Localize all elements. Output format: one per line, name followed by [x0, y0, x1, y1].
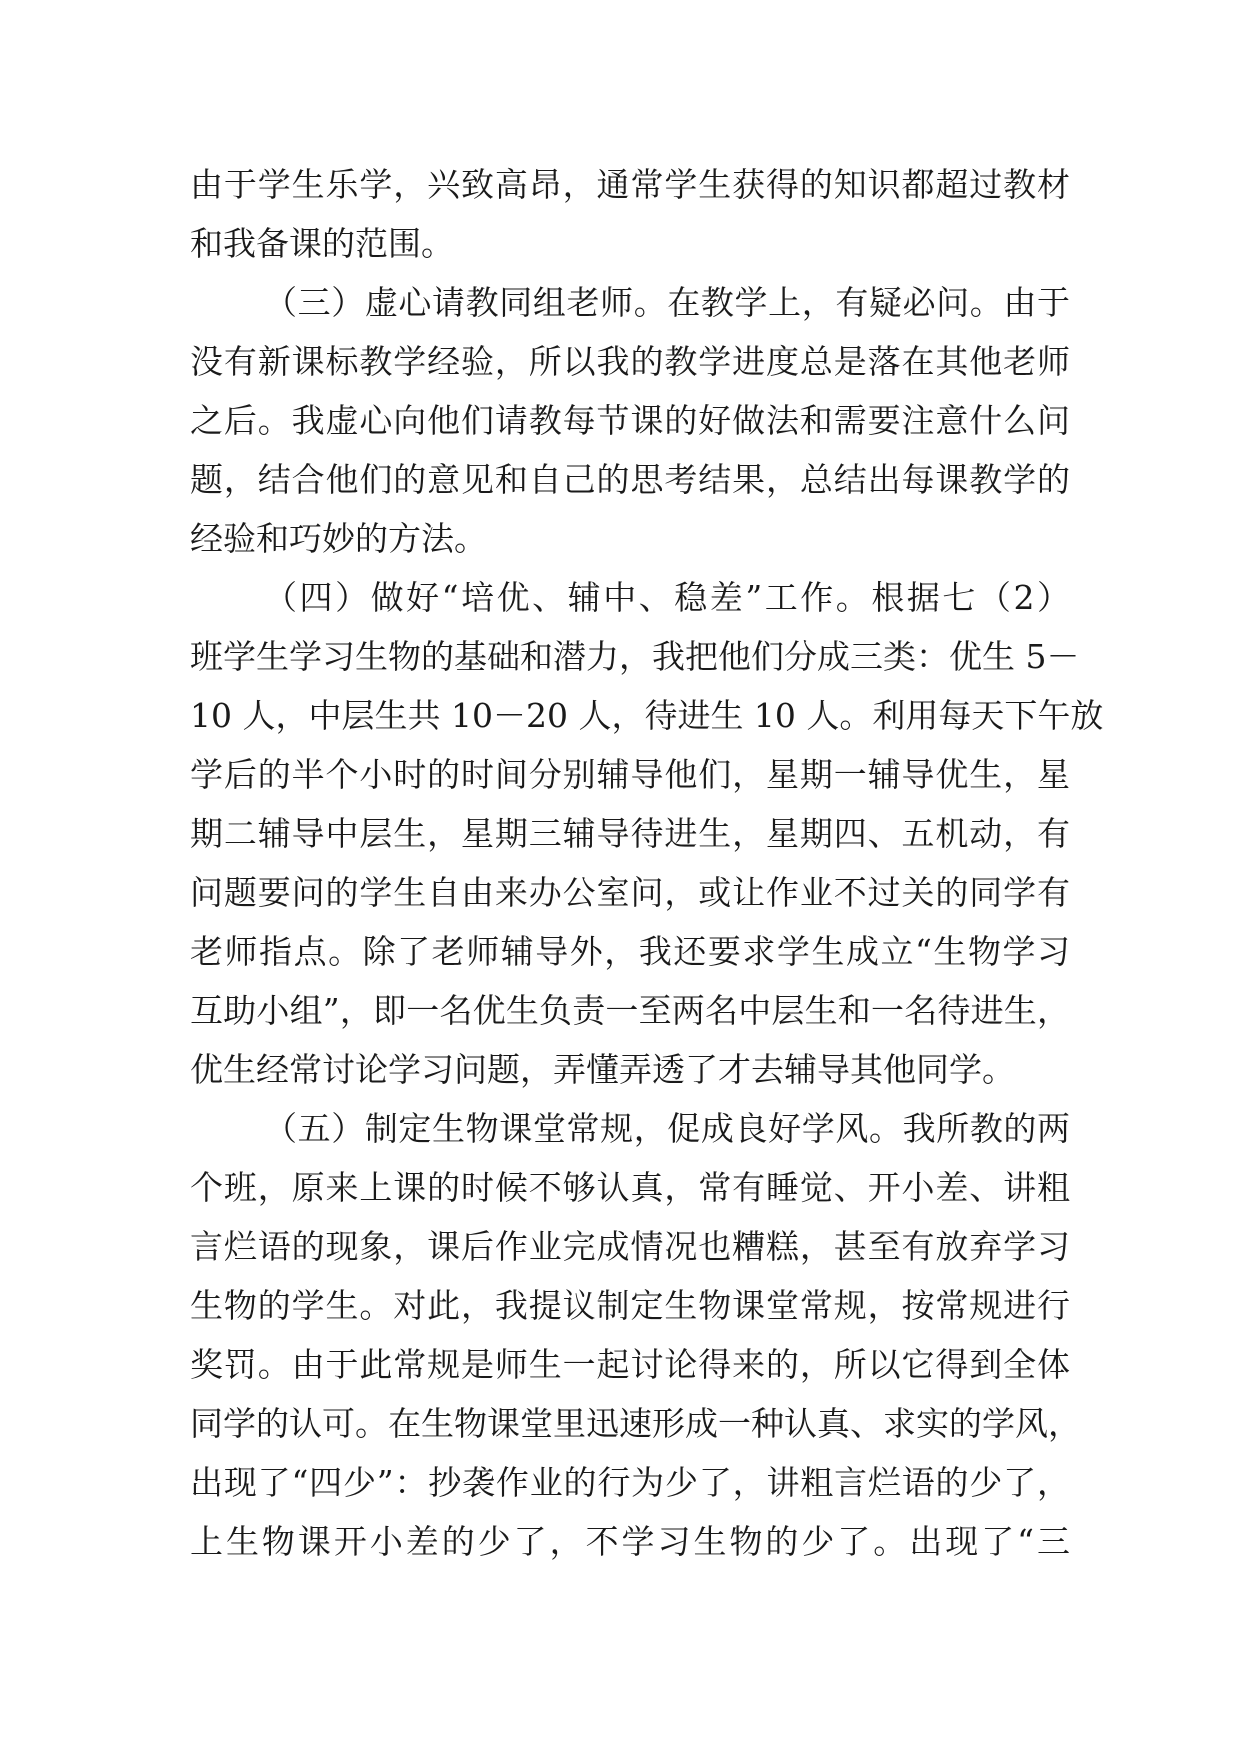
text-line: 上生物课开小差的少了，不学习生物的少了。出现了“三	[190, 1522, 1070, 1561]
text-line: 生物的学生。对此，我提议制定生物课堂常规，按常规进行	[190, 1286, 1070, 1325]
text-line: 班学生学习生物的基础和潜力，我把他们分成三类：优生 5－	[190, 637, 1080, 676]
text-line: 没有新课标教学经验，所以我的教学进度总是落在其他老师	[190, 342, 1070, 381]
text-line: 问题要问的学生自由来办公室问，或让作业不过关的同学有	[190, 873, 1070, 912]
text-line: （五）制定生物课堂常规，促成良好学风。我所教的两	[264, 1109, 1070, 1148]
paragraph	[190, 568, 1104, 1099]
text-line: 题，结合他们的意见和自己的思考结果，总结出每课教学的	[190, 460, 1070, 499]
text-line: 互助小组”，即一名优生负责一至两名中层生和一名待进生，	[190, 991, 1070, 1030]
text-line: 经验和巧妙的方法。	[190, 519, 487, 558]
text-line: 10 人，中层生共 10－20 人，待进生 10 人。利用每天下午放	[190, 696, 1104, 735]
text-line: 学后的半个小时的时间分别辅导他们，星期一辅导优生，星	[190, 755, 1070, 794]
text-line: 奖罚。由于此常规是师生一起讨论得来的，所以它得到全体	[190, 1345, 1070, 1384]
text-line: 优生经常讨论学习问题，弄懂弄透了才去辅导其他同学。	[190, 1050, 1015, 1089]
text-line: 期二辅导中层生，星期三辅导待进生，星期四、五机动，有	[190, 814, 1070, 853]
text-line: 出现了“四少”：抄袭作业的行为少了，讲粗言烂语的少了，	[190, 1463, 1070, 1502]
text-line: （四）做好“培优、辅中、稳差”工作。根据七（2）	[264, 578, 1070, 617]
paragraph	[190, 1099, 1081, 1571]
text-line: 由于学生乐学，兴致高昂，通常学生获得的知识都超过教材	[190, 165, 1070, 204]
paragraph	[190, 273, 1070, 568]
text-line: 言烂语的现象，课后作业完成情况也糟糕，甚至有放弃学习	[190, 1227, 1070, 1266]
document-page	[190, 155, 1104, 1571]
text-line: 个班，原来上课的时候不够认真，常有睡觉、开小差、讲粗	[190, 1168, 1070, 1207]
text-line: 同学的认可。在生物课堂里迅速形成一种认真、求实的学风，	[190, 1404, 1081, 1443]
text-line: （三）虚心请教同组老师。在教学上，有疑必问。由于	[264, 283, 1070, 322]
text-line: 和我备课的范围。	[190, 224, 454, 263]
text-line: 老师指点。除了老师辅导外，我还要求学生成立“生物学习	[190, 932, 1070, 971]
paragraph	[190, 155, 1070, 273]
text-line: 之后。我虚心向他们请教每节课的好做法和需要注意什么问	[190, 401, 1070, 440]
